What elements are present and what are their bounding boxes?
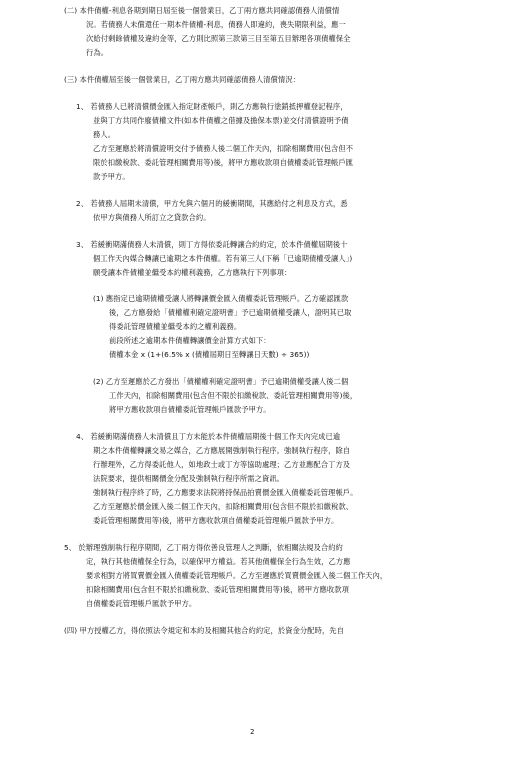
section-2-line-2: 況。若債務人未償還任一期本件債權-利息，債務人即違約，喪失期限利益，應一	[86, 20, 346, 29]
item-5-line-2: 定，執行其他債權保全行為，以確保甲方權益。若其他債權保全行為生效，乙方應	[86, 557, 351, 566]
item-1-line-1: 1、 若債務人已將清償價金匯入指定財產帳戶，則乙方應執行塗銷抵押權登記程序，	[76, 102, 348, 111]
item-4-line-2: 期之本件債權轉讓交易之媒合，乙方應展開強制執行程序。強制執行程序，除自	[93, 446, 351, 455]
section-3-heading: (三) 本件債權屆至後一個營業日，乙丁兩方應共同確認債務人清償情況：	[64, 75, 300, 84]
formula-line: 債權本金 x (1+(6.5% x (債權屆期日至轉讓日天數) ÷ 365))	[109, 350, 310, 359]
page-number: 2	[250, 728, 255, 736]
section-4-line-1: (四) 甲方授權乙方，得依照法令規定和本約及相關其他合約約定，於資金分配時，先自	[64, 626, 344, 635]
item-2-line-2: 依甲方與債務人所訂立之貸款合約。	[93, 213, 211, 222]
subitem-1-line-1: (1) 應指定已逾期債權受讓人將轉讓價金匯入債權委託管理帳戶。乙方確認匯款	[93, 294, 349, 303]
subitem-1-line-4: 前段所述之逾期本件債權轉讓價金計算方式如下：	[109, 336, 271, 345]
item-2-line-1: 2、 若債務人屆期未清償，甲方允與六個月的緩衝期間，其應給付之利息及方式，悉	[76, 199, 348, 208]
subitem-2-line-1: (2) 乙方至遲應於乙方發出「債權權利確定證明書」予已逾期債權受讓人後二個	[93, 377, 349, 386]
item-1-line-6: 款予甲方。	[93, 172, 130, 181]
item-3-line-3: 願受讓本件債權並繼受本約權利義務，乙方應執行下列事項：	[93, 268, 292, 277]
item-3-line-1: 3、 若緩衝期滿債務人未清償，則丁方得依委託轉讓合約約定，於本件債權屆期後十	[76, 240, 348, 249]
item-5-line-5: 自債權委託管理帳戶匯款予甲方。	[86, 599, 197, 608]
item-4-line-4: 法院要求，提供相關價金分配及強制執行程序所需之資訊。	[93, 474, 285, 483]
item-5-line-3: 要求相對方將買賣價金匯入債權委託管理帳戶。乙方至遲應於買賣價金匯入後二個工作天內，	[86, 571, 388, 580]
section-2-line-3: 次給付剩餘債權及違約金等，乙方則比照第三款第三目至第五目辦理各項債權保全	[86, 34, 351, 43]
item-4-line-1: 4、 若緩衝期滿債務人未清償且丁方未能於本件債權屆期後十個工作天內完成已逾	[76, 432, 341, 441]
item-1-line-4: 乙方至遲應於將清償證明交付予債務人後二個工作天內，扣除相關費用(包含但不	[93, 144, 354, 153]
item-1-line-2: 並與丁方共同作廢債權文件(如本件債權之借據及擔保本票)並交付清償證明予債	[93, 116, 349, 125]
item-3-line-2: 個工作天內媒合轉讓已逾期之本件債權。若有第三人(下稱「已逾期債權受讓人」)	[93, 254, 353, 263]
subitem-1-line-2: 後，乙方應發給「債權權利確定證明書」予已逾期債權受讓人，證明其已取	[109, 308, 352, 317]
item-4-line-6: 乙方至遲應於價金匯入後二個工作天內，扣除相關費用(包含但不限於扣繳稅款、	[93, 502, 354, 511]
section-2-line-1: (二) 本件債權-利息各期到期日屆至後一個營業日，乙丁兩方應共同確認債務人清償情	[64, 6, 340, 15]
subitem-2-line-2: 工作天內，扣除相關費用(包含但不限於扣繳稅款、委託管理相關費用等)後，	[109, 391, 358, 400]
item-1-line-5: 限於扣繳稅款、委託管理相關費用等)後，將甲方應收款項自債權委託管理帳戶匯	[93, 158, 354, 167]
subitem-1-line-3: 得委託管理債權並繼受本約之權利義務。	[109, 322, 242, 331]
item-5-line-1: 5、 於辦理強制執行程序期間，乙丁兩方得依善良管理人之判斷，依相關法規及合約約	[64, 543, 343, 552]
item-4-line-5: 強制執行程序終了時，乙方應要求法院將持保品拍賣價金匯入債權委託管理帳戶。	[93, 488, 358, 497]
item-4-line-3: 行辦理外，乙方得委託他人，如地政士或丁方等協助處理；乙方並應配合丁方及	[93, 460, 351, 469]
item-1-line-3: 務人。	[93, 130, 116, 139]
subitem-2-line-3: 將甲方應收款項自債權委託管理帳戶匯款予甲方。	[109, 405, 271, 414]
section-2-line-4: 行為。	[86, 48, 109, 57]
item-4-line-7: 委託管理相關費用等)後，將甲方應收款項自債權委託管理帳戶匯款予甲方。	[93, 516, 339, 525]
item-5-line-4: 扣除相關費用(包含但不限於扣繳稅款、委託管理相關費用等)後，將甲方應收款項	[86, 585, 349, 594]
